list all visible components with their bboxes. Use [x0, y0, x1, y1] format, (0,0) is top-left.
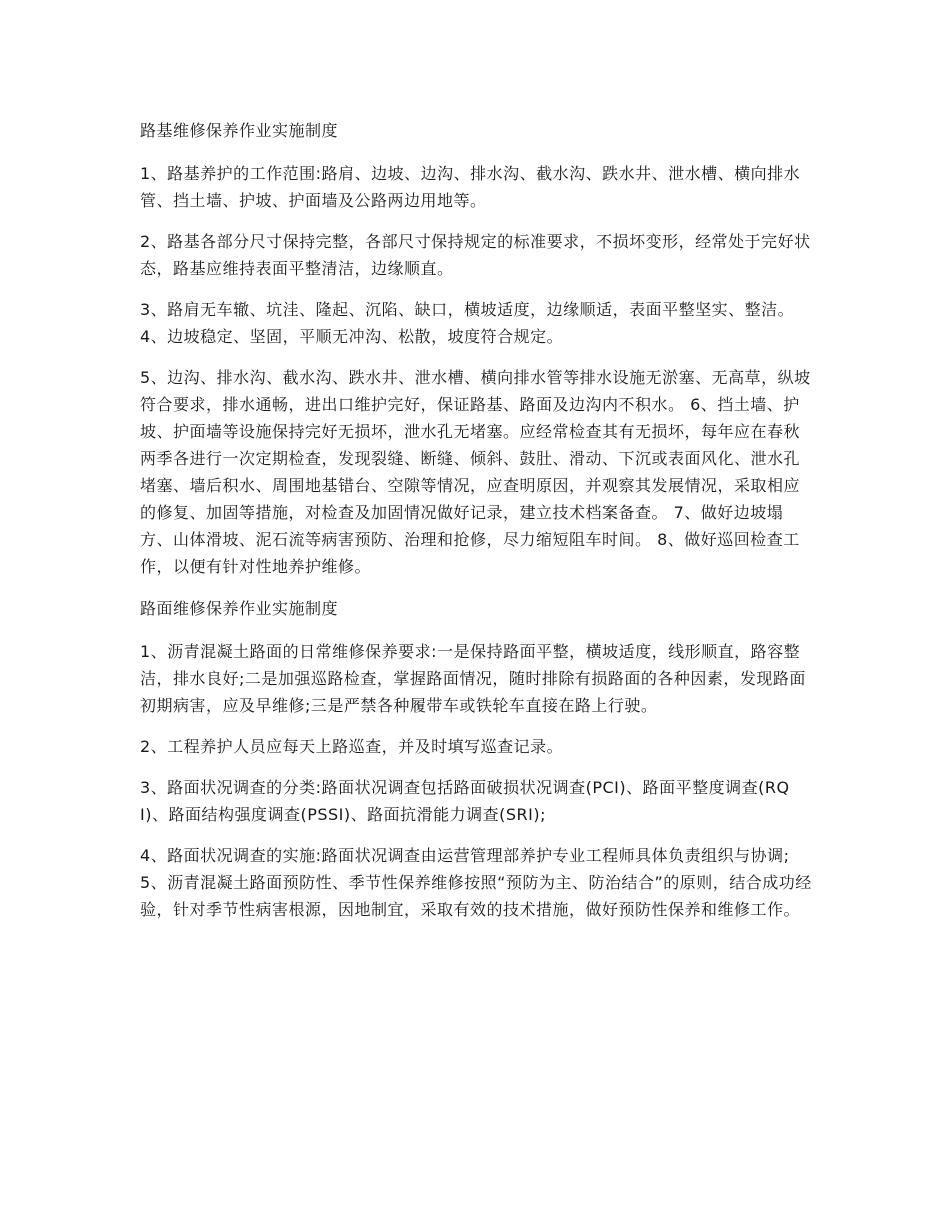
- paragraph: 1、路基养护的工作范围:路肩、边坡、边沟、排水沟、截水沟、跌水井、泄水槽、横向排水管、挡土墙、护坡、护面墙及公路两边用地等。: [140, 164, 801, 210]
- paragraph: 2、工程养护人员应每天上路巡查，并及时填写巡查记录。: [140, 737, 564, 756]
- paragraph: 3、路面状况调查的分类:路面状况调查包括路面破损状况调查(PCI)、路面平整度调查(RQI)、路面结构强度调查(PSSI)、路面抗滑能力调查(SRI);: [140, 778, 790, 824]
- paragraph: 3、路肩无车辙、坑洼、隆起、沉陷、缺口，横坡适度，边缘顺适，表面平整坚实、整洁。 4、边坡稳定、坚固，平顺无冲沟、松散，坡度符合规定。: [140, 300, 795, 346]
- paragraph: 4、路面状况调查的实施:路面状况调查由运营管理部养护专业工程师具体负责组织与协调; 5、沥青混凝土路面预防性、季节性保养维修按照“预防为主、防治结合”的原则，结合成功经验，针对季节性病害根源，因地制宜，采取有效的技术措施，做好预防性保养和维修工作。: [140, 846, 812, 919]
- paragraph: 2、路基各部分尺寸保持完整，各部尺寸保持规定的标准要求，不损坏变形，经常处于完好状态，路基应维持表面平整清洁，边缘顺直。: [140, 232, 811, 278]
- paragraph: 1、沥青混凝土路面的日常维修保养要求:一是保持路面平整，横坡适度，线形顺直，路容整洁，排水良好;二是加强巡路检查，掌握路面情况，随时排除有损路面的各种因素，发现路面初期病害，应及早维修;三是严禁各种履带车或铁轮车直接在路上行驶。: [140, 642, 806, 715]
- section-title-subgrade: 路基维修保养作业实施制度: [140, 121, 339, 140]
- paragraph: 5、边沟、排水沟、截水沟、跌水井、泄水槽、横向排水管等排水设施无淤塞、无高草，纵坡符合要求，排水通畅，进出口维护完好，保证路基、路面及边沟内不积水。 6、挡土墙、护坡、护面墙等设施保持完好无损坏，泄水孔无堵塞。应经常检查其有无损坏，每年应在春秋两季各进行一次定期检查，发现裂缝、断缝、倾斜、鼓肚、滑动、下沉或表面风化、泄水孔堵塞、墙后积水、周围地基错台、空隙等情况，应查明原因，并观察其发展情况，采取相应的修复、加固等措施，对检查及加固情况做好记录，建立技术档案备查。 7、做好边坡塌方、山体滑坡、泥石流等病害预防、治理和抢修，尽力缩短阻车时间。 8、做好巡回检查工作，以便有针对性地养护维修。: [140, 368, 811, 576]
- section-title-pavement: 路面维修保养作业实施制度: [140, 599, 339, 618]
